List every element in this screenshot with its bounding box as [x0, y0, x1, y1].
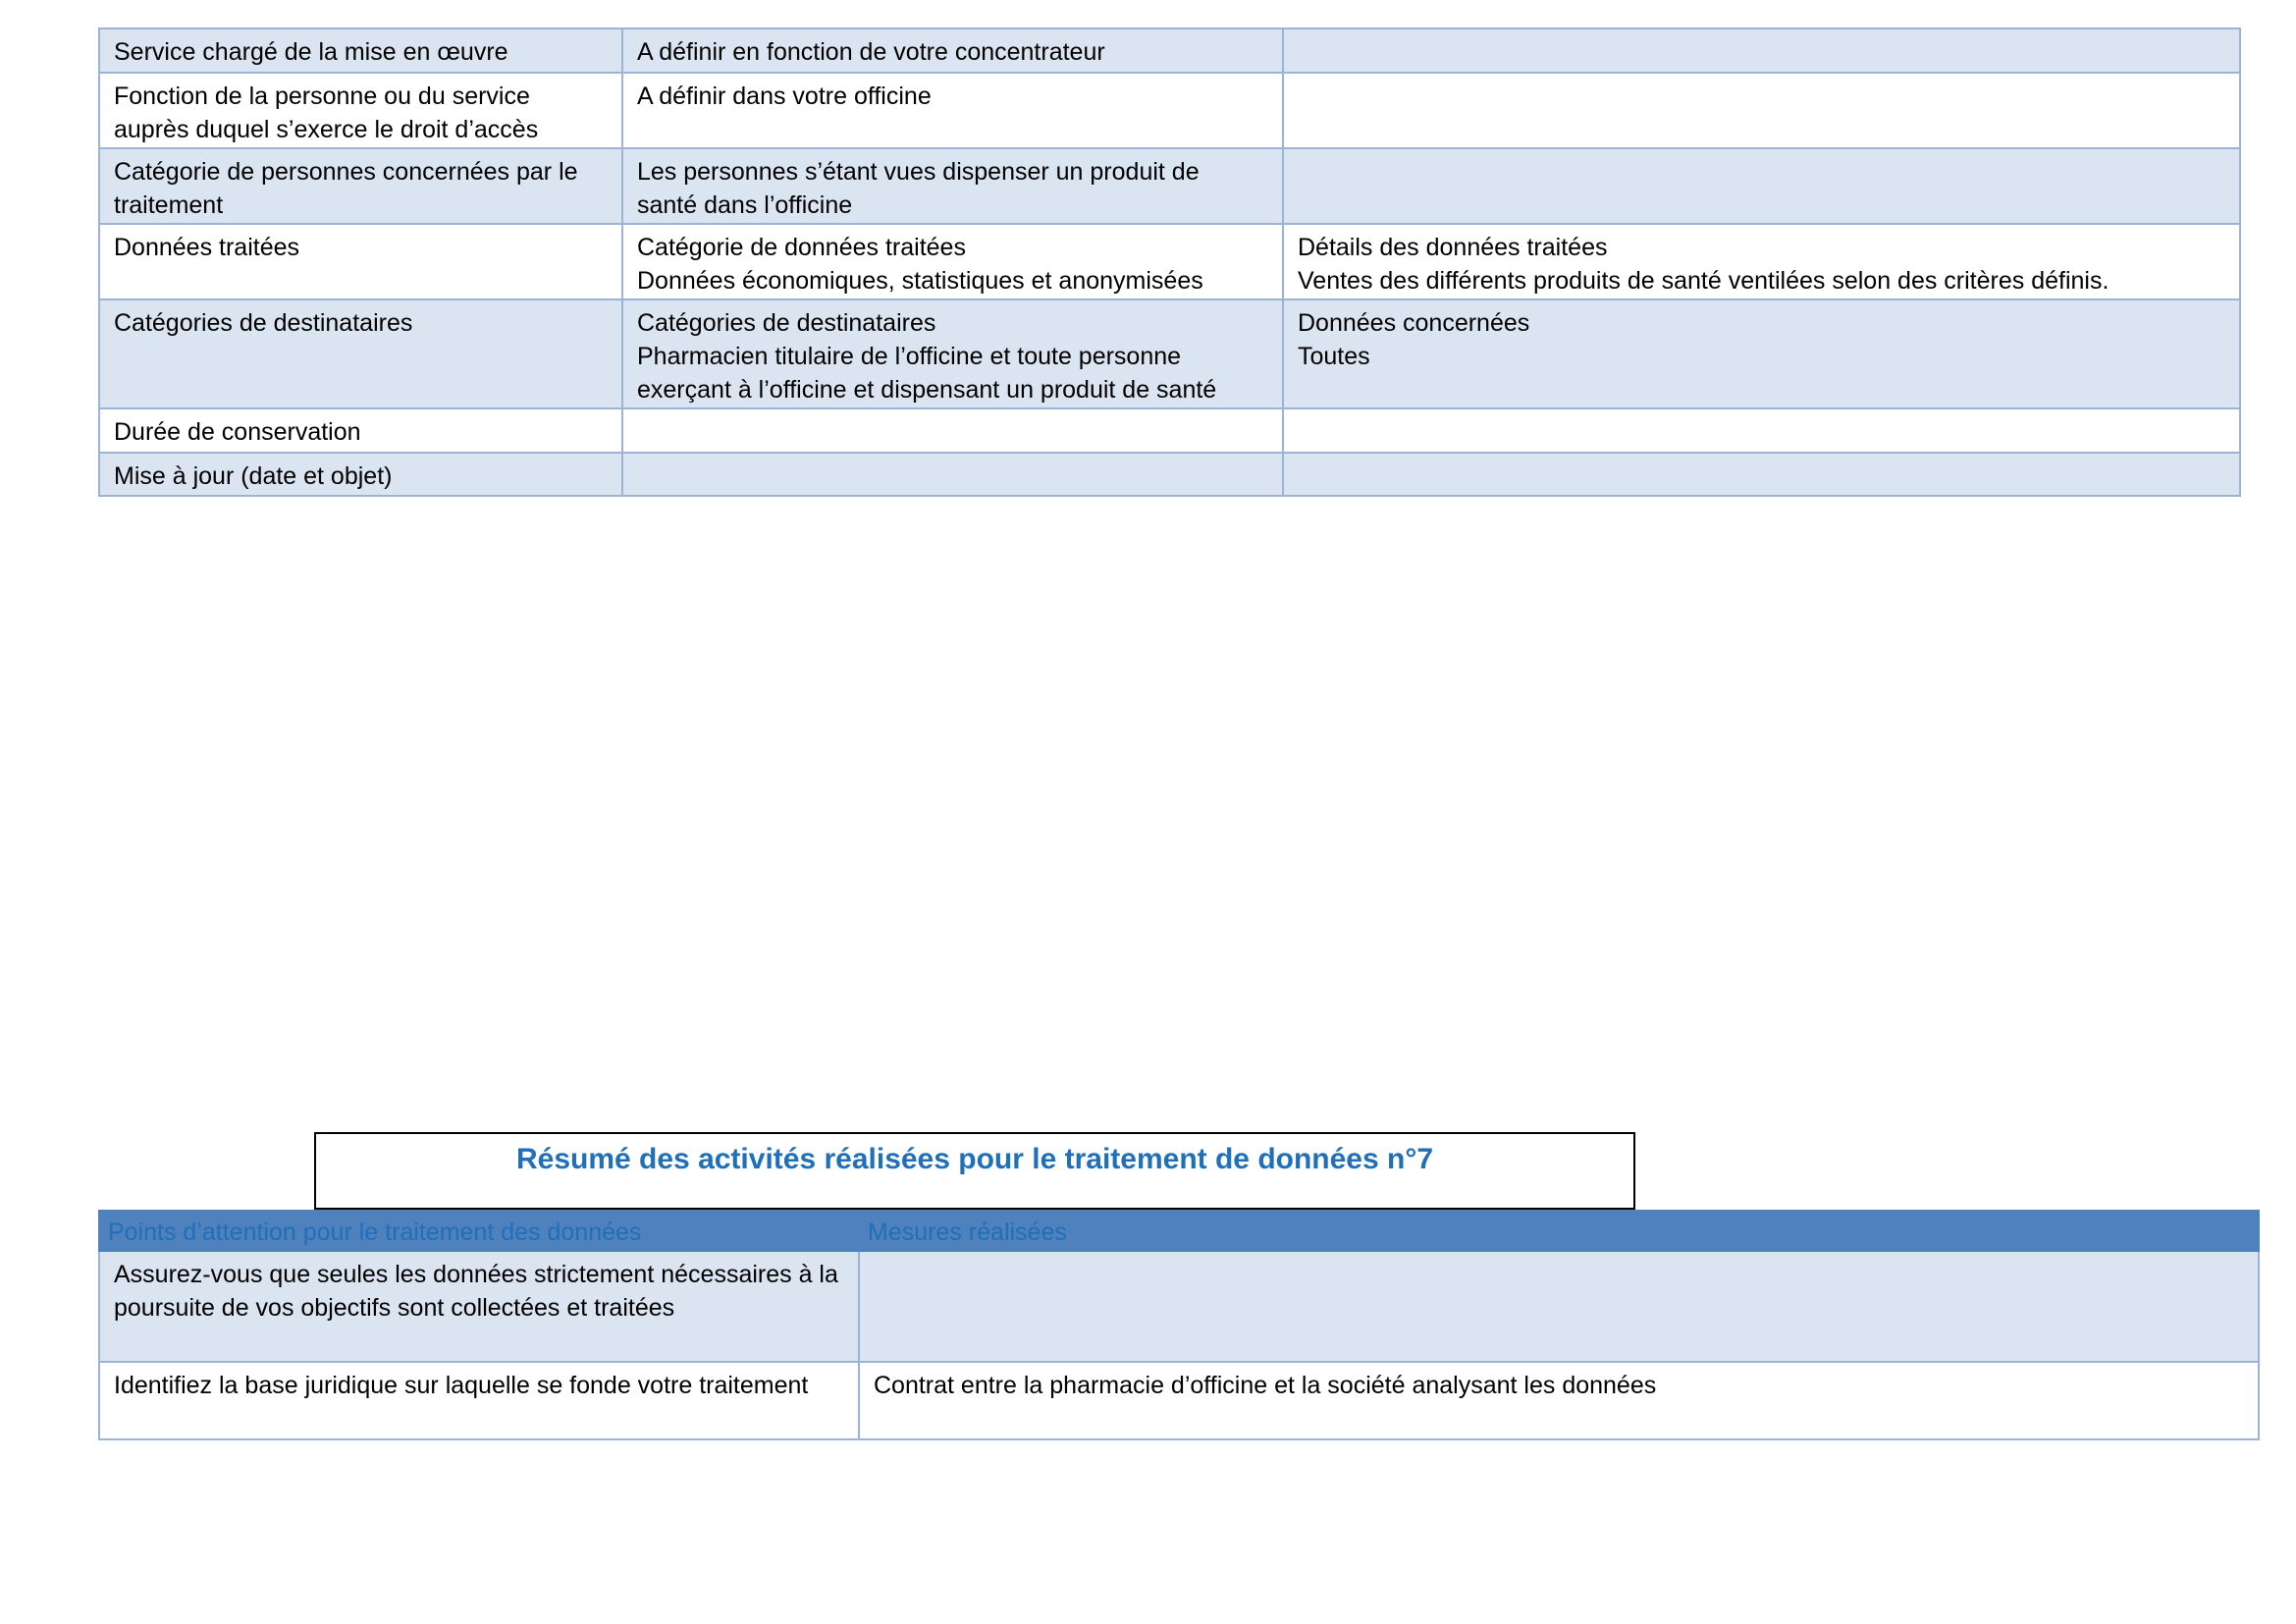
- row-detail: Données concernées Toutes: [1283, 299, 2240, 408]
- table-row: [99, 408, 2240, 453]
- table-header-row: [99, 1211, 2259, 1251]
- row-value: [622, 453, 1283, 496]
- table-row: [99, 1362, 2259, 1439]
- row-detail: [1283, 148, 2240, 224]
- table-row: [99, 28, 2240, 73]
- processing-details-table: [98, 27, 2241, 497]
- summary-title: Résumé des activités réalisées pour le traitement de données n°7: [515, 1143, 1434, 1175]
- row-detail: [1283, 73, 2240, 148]
- row-value: A définir dans votre officine: [622, 73, 1283, 148]
- row-detail: [1283, 28, 2240, 73]
- row-value: Catégories de destinataires Pharmacien titulaire de l’officine et toute personne exerçant à l’officine et dispensant un produit de santé: [622, 299, 1283, 408]
- table-row: [99, 224, 2240, 299]
- row-label: Mise à jour (date et objet): [99, 453, 622, 496]
- row-value: Les personnes s’étant vues dispenser un produit de santé dans l’officine: [622, 148, 1283, 224]
- row-label: Service chargé de la mise en œuvre: [99, 28, 622, 73]
- row-value: A définir en fonction de votre concentrateur: [622, 28, 1283, 73]
- table-row: [99, 453, 2240, 496]
- row-detail: [1283, 453, 2240, 496]
- table-row: [99, 148, 2240, 224]
- row-detail: Détails des données traitées Ventes des différents produits de santé ventilées selon des critères définis.: [1283, 224, 2240, 299]
- table-row: [99, 1251, 2259, 1362]
- row-value: [622, 408, 1283, 453]
- table-row: [99, 73, 2240, 148]
- header-measures: Mesures réalisées: [859, 1211, 2259, 1251]
- measure: [859, 1251, 2259, 1362]
- row-label: Catégories de destinataires: [99, 299, 622, 408]
- table-row: [99, 299, 2240, 408]
- measure: Contrat entre la pharmacie d’officine et la société analysant les données: [859, 1362, 2259, 1439]
- row-detail: [1283, 408, 2240, 453]
- attention-point: Assurez-vous que seules les données strictement nécessaires à la poursuite de vos objectifs sont collectées et traitées: [99, 1251, 859, 1362]
- summary-title-box: [314, 1132, 1635, 1210]
- header-points: Points d’attention pour le traitement des données: [99, 1211, 859, 1251]
- row-label: Durée de conservation: [99, 408, 622, 453]
- attention-point: Identifiez la base juridique sur laquelle se fonde votre traitement: [99, 1362, 859, 1439]
- attention-points-table: [98, 1210, 2260, 1440]
- row-label: Catégorie de personnes concernées par le traitement: [99, 148, 622, 224]
- row-label: Fonction de la personne ou du service auprès duquel s’exerce le droit d’accès: [99, 73, 622, 148]
- row-value: Catégorie de données traitées Données économiques, statistiques et anonymisées: [622, 224, 1283, 299]
- row-label: Données traitées: [99, 224, 622, 299]
